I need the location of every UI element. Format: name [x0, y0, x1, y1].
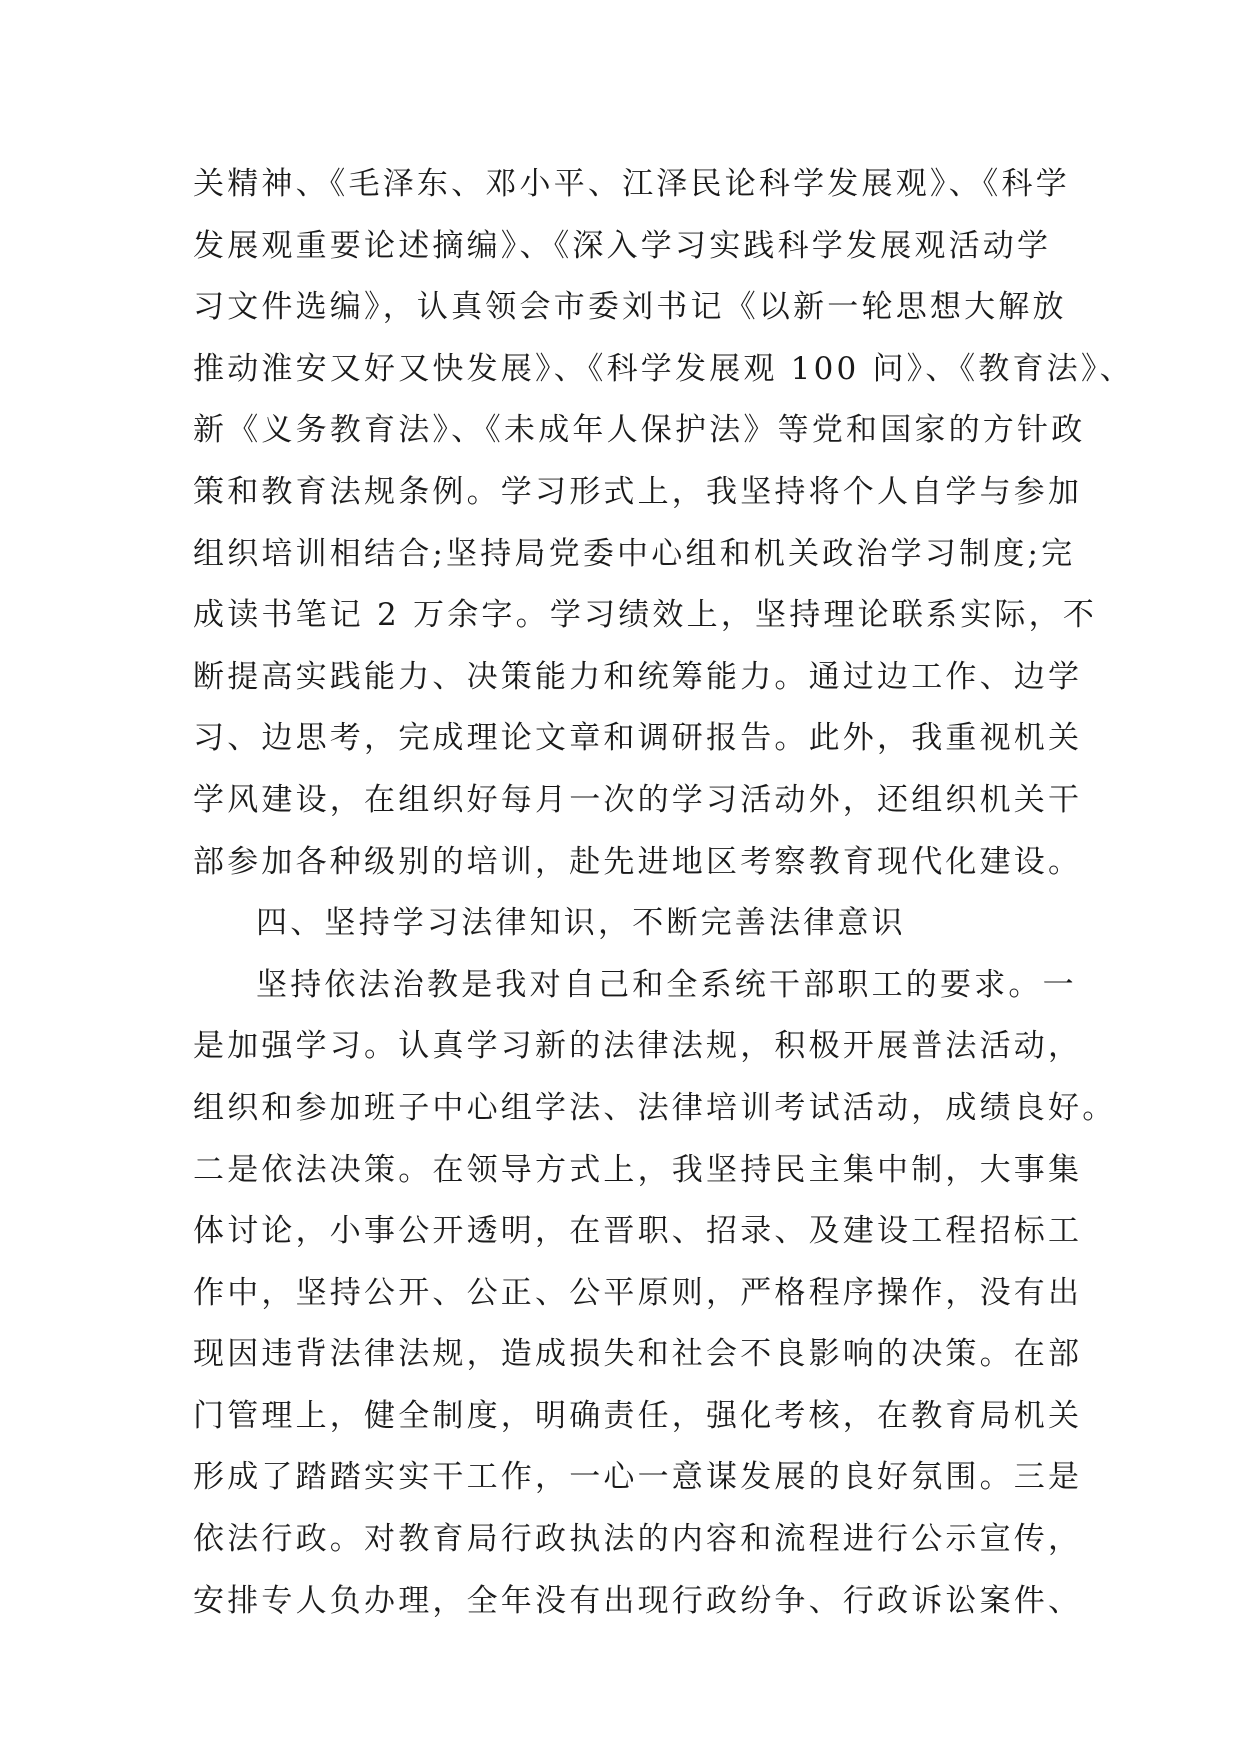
text-line: 二是依法决策。在领导方式上，我坚持民主集中制，大事集	[193, 1151, 1083, 1188]
text-line: 组织培训相结合;坚持局党委中心组和机关政治学习制度;完	[193, 535, 1076, 572]
text-line: 习文件选编》，认真领会市委刘书记《以新一轮思想大解放	[193, 289, 1067, 326]
text-line: 关精神、《毛泽东、邓小平、江泽民论科学发展观》、《科学	[193, 166, 1070, 202]
text-line: 现因违背法律法规，造成损失和社会不良影响的决策。在部	[193, 1336, 1083, 1373]
text-line: 策和教育法规条例。学习形式上，我坚持将个人自学与参加	[193, 473, 1083, 510]
section-heading: 四、坚持学习法律知识，不断完善法律意识	[256, 905, 906, 942]
text-line: 推动淮安又好又快发展》、《科学发展观 100 问》、《教育法》、	[193, 350, 1134, 387]
text-line: 是加强学习。认真学习新的法律法规，积极开展普法活动，	[193, 1028, 1083, 1065]
text-line: 断提高实践能力、决策能力和统筹能力。通过边工作、边学	[193, 658, 1083, 695]
text-line: 习、边思考，完成理论文章和调研报告。此外，我重视机关	[193, 720, 1083, 757]
text-line: 学风建设，在组织好每月一次的学习活动外，还组织机关干	[193, 781, 1083, 818]
text-line: 体讨论，小事公开透明，在晋职、招录、及建设工程招标工	[193, 1213, 1083, 1250]
body-text	[193, 154, 1134, 1632]
text-line: 作中，坚持公开、公正、公平原则，严格程序操作，没有出	[193, 1274, 1083, 1311]
text-line: 部参加各种级别的培训，赴先进地区考察教育现代化建设。	[193, 843, 1083, 880]
text-line: 形成了踏踏实实干工作，一心一意谋发展的良好氛围。三是	[193, 1459, 1083, 1496]
text-line: 新《义务教育法》、《未成年人保护法》等党和国家的方针政	[193, 412, 1086, 449]
text-line: 门管理上，健全制度，明确责任，强化考核，在教育局机关	[193, 1397, 1083, 1434]
text-line: 安排专人负办理，全年没有出现行政纷争、行政诉讼案件、	[193, 1582, 1083, 1619]
text-line: 发展观重要论述摘编》、《深入学习实践科学发展观活动学	[193, 227, 1052, 264]
paragraph-first-line: 坚持依法治教是我对自己和全系统干部职工的要求。一	[256, 966, 1077, 1003]
text-line: 依法行政。对教育局行政执法的内容和流程进行公示宣传，	[193, 1521, 1083, 1558]
text-line: 组织和参加班子中心组学法、法律培训考试活动，成绩良好。	[193, 1089, 1117, 1126]
text-line: 成读书笔记 2 万余字。学习绩效上，坚持理论联系实际，不	[193, 597, 1098, 634]
